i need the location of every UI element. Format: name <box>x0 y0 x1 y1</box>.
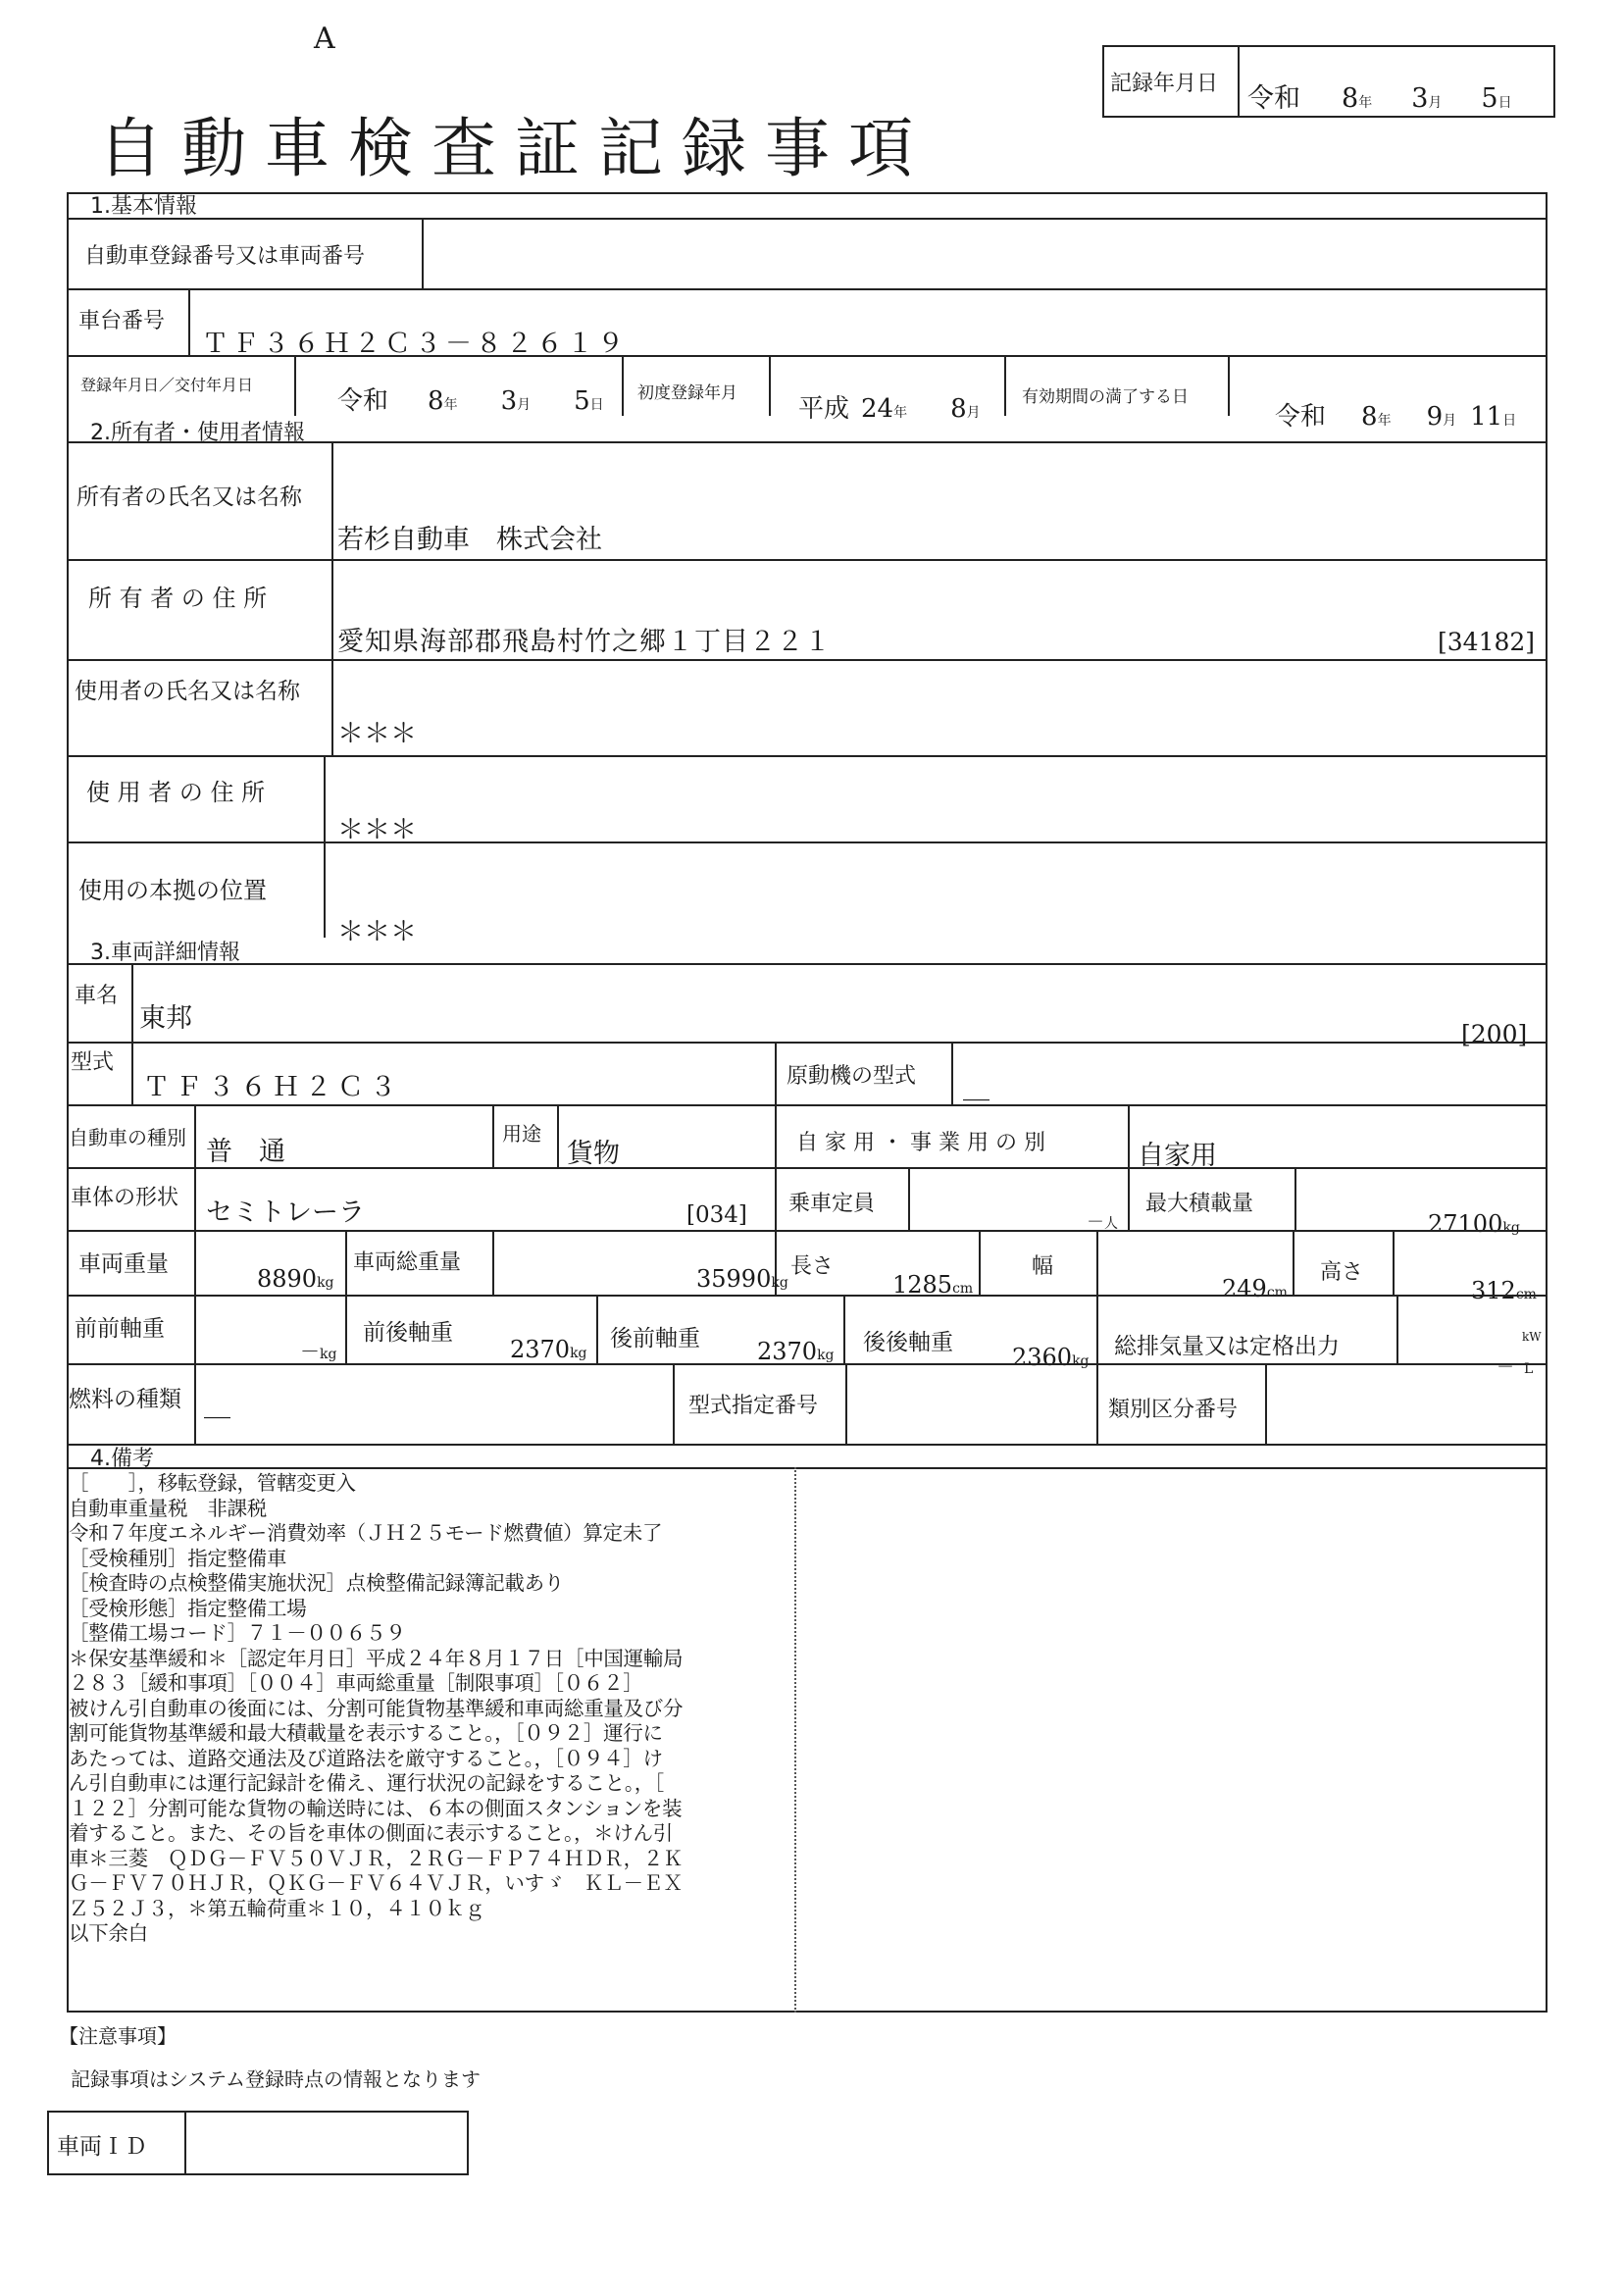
vehicle-id-label: 車両ＩＤ <box>57 2134 147 2160</box>
owner-addr-value: 愛知県海部郡飛島村竹之郷１丁目２２１ <box>337 627 832 657</box>
fr-axle-label: 前後軸重 <box>363 1320 453 1346</box>
rr-axle-value: 2360kg <box>1012 1344 1090 1371</box>
caution-title: 【注意事項】 <box>59 2024 177 2048</box>
rf-axle-label: 後前軸重 <box>610 1326 700 1351</box>
rr-axle-label: 後後軸重 <box>863 1330 953 1355</box>
section2-title: 2.所有者・使用者情報 <box>90 421 305 445</box>
base-location-label: 使用の本拠の位置 <box>78 877 267 904</box>
chassis-label: 車台番号 <box>78 309 166 333</box>
private-value: 自家用 <box>1138 1141 1217 1171</box>
remark-line: 被けん引自動車の後面には、分割可能貨物基準緩和車両総重量及び分 <box>69 1696 684 1720</box>
record-date-value: 令和 8年 3月 5日 <box>1247 83 1512 114</box>
first-reg-value: 平成 24年 8月 <box>798 394 981 424</box>
gross-value: 35990kg <box>696 1265 788 1293</box>
remarks-text <box>69 1471 790 1947</box>
owner-addr-code: [34182] <box>1438 628 1536 656</box>
remark-line: 車＊三菱 ＱＤＧ－ＦＶ５０ＶＪＲ，２ＲＧ－ＦＰ７４ＨＤＲ，２Ｋ <box>69 1846 684 1870</box>
expiry-label: 有効期間の満了する日 <box>1022 387 1189 407</box>
remarks-divider <box>794 1467 796 2013</box>
expiry-value: 令和 8年 9月 11日 <box>1275 402 1517 432</box>
remark-line: Ｚ５２Ｊ３，＊第五輪荷重＊１０，４１０ｋｇ <box>69 1896 485 1920</box>
body-value: セミトレーラ <box>206 1198 365 1228</box>
remark-line: 割可能貨物基準緩和最大積載量を表示すること。，［０９２］運行に <box>69 1721 663 1745</box>
remark-line: １２２］分割可能な貨物の輸送時には、６本の側面スタンションを装 <box>69 1796 683 1820</box>
remark-line: ２８３［緩和事項］［００４］車両総重量［制限事項］［０６２］ <box>69 1671 643 1695</box>
user-name-label: 使用者の氏名又は名称 <box>75 679 300 704</box>
user-addr-value: ＊＊＊ <box>337 815 417 845</box>
body-code: [034] <box>686 1202 747 1228</box>
remark-line: あたっては、道路交通法及び道路法を厳守すること。，［０９４］け <box>69 1746 663 1770</box>
car-name-label: 車名 <box>75 984 119 1008</box>
length-value: 1285cm <box>892 1271 974 1299</box>
rf-axle-value: 2370kg <box>757 1338 835 1365</box>
class-no-label: 類別区分番号 <box>1108 1398 1239 1422</box>
capacity-value: －人 <box>1087 1212 1118 1233</box>
width-label: 幅 <box>1032 1254 1054 1279</box>
remark-line: ［整備工場コード］７１－００６５９ <box>69 1621 406 1645</box>
remark-line: Ｇ－ＦＶ７０ＨＪＲ，ＱＫＧ－ＦＶ６４ＶＪＲ，いすゞ ＫＬ－ＥＸ <box>69 1871 684 1895</box>
private-label: 自 家 用 ・ 事 業 用 の 別 <box>796 1131 1045 1155</box>
fuel-label: 燃料の種類 <box>69 1387 181 1412</box>
section1-title: 1.基本情報 <box>90 194 197 219</box>
remark-line: ［受検種別］指定整備車 <box>69 1546 287 1570</box>
remark-line: ［検査時の点検整備実施状況］点検整備記録簿記載あり <box>69 1571 564 1595</box>
owner-addr-label: 所 有 者 の 住 所 <box>88 585 268 612</box>
displacement-value: － L <box>1497 1357 1534 1378</box>
remark-line: ん引自動車には運行記録計を備え、運行状況の記録をすること。，［ <box>69 1771 664 1795</box>
max-load-value: 27100kg <box>1428 1210 1520 1238</box>
kind-value: 普 通 <box>206 1137 285 1167</box>
car-name-value: 東邦 <box>139 1003 192 1034</box>
remark-line: ＊保安基準緩和＊［認定年月日］平成２４年８月１７日［中国運輸局 <box>69 1646 684 1670</box>
displacement-label: 総排気量又は定格出力 <box>1114 1334 1340 1359</box>
reg-no-label: 自動車登録番号又は車両番号 <box>84 244 366 269</box>
base-location-value: ＊＊＊ <box>337 917 417 947</box>
car-name-code: [200] <box>1461 1020 1528 1048</box>
form-mark: A <box>314 22 335 56</box>
weight-label: 車両重量 <box>78 1251 169 1277</box>
user-addr-label: 使 用 者 の 住 所 <box>86 779 266 806</box>
remark-line: 以下余白 <box>69 1921 148 1945</box>
model-label: 型式 <box>71 1050 115 1075</box>
height-value: 312cm <box>1471 1277 1537 1304</box>
width-value: 249cm <box>1222 1275 1288 1302</box>
chassis-value: ＴＦ３６Ｈ２Ｃ３－８２６１９ <box>202 329 628 359</box>
user-name-value: ＊＊＊ <box>337 719 417 749</box>
model-value: ＴＦ３６Ｈ２Ｃ３ <box>143 1072 402 1102</box>
displacement-unit-kw: kW <box>1522 1330 1542 1344</box>
page-title: 自動車検査証記録事項 <box>98 111 932 186</box>
fuel-value: ＿ <box>204 1392 230 1422</box>
remark-line: ［ ］，移転登録，管轄変更入 <box>69 1471 356 1495</box>
use-value: 貨物 <box>567 1139 620 1169</box>
height-label: 高さ <box>1320 1260 1364 1285</box>
remark-line: 令和７年度エネルギー消費効率（ＪＨ２５モード燃費値）算定未了 <box>69 1521 663 1545</box>
type-no-label: 型式指定番号 <box>688 1394 819 1418</box>
ff-axle-value: －kg <box>300 1340 337 1363</box>
engine-value: ＿ <box>963 1074 990 1104</box>
remark-line: 自動車重量税 非課税 <box>69 1496 267 1520</box>
length-label: 長さ <box>790 1254 835 1279</box>
reg-date-value: 令和 8年 3月 5日 <box>337 386 604 416</box>
use-label: 用途 <box>502 1122 541 1146</box>
section3-title: 3.車両詳細情報 <box>90 941 240 965</box>
remark-line: ［受検形態］指定整備工場 <box>69 1596 307 1620</box>
kind-label: 自動車の種別 <box>69 1126 186 1149</box>
owner-name-label: 所有者の氏名又は名称 <box>76 484 302 510</box>
owner-name-value: 若杉自動車 株式会社 <box>337 525 602 555</box>
section4-title: 4.備考 <box>90 1447 154 1471</box>
ff-axle-label: 前前軸重 <box>75 1316 165 1342</box>
caution-text: 記録事項はシステム登録時点の情報となります <box>71 2067 481 2091</box>
body-label: 車体の形状 <box>71 1186 179 1210</box>
fr-axle-value: 2370kg <box>510 1336 587 1363</box>
engine-label: 原動機の型式 <box>787 1064 917 1089</box>
record-date-label: 記録年月日 <box>1110 72 1219 96</box>
max-load-label: 最大積載量 <box>1145 1192 1254 1216</box>
weight-value: 8890kg <box>257 1265 334 1293</box>
first-reg-label: 初度登録年月 <box>637 383 737 403</box>
capacity-label: 乗車定員 <box>788 1192 876 1216</box>
reg-date-label: 登録年月日／交付年月日 <box>80 376 254 394</box>
remark-line: 着すること。また、その旨を車体の側面に表示すること。，＊けん引 <box>69 1821 673 1845</box>
gross-label: 車両総重量 <box>353 1250 462 1275</box>
